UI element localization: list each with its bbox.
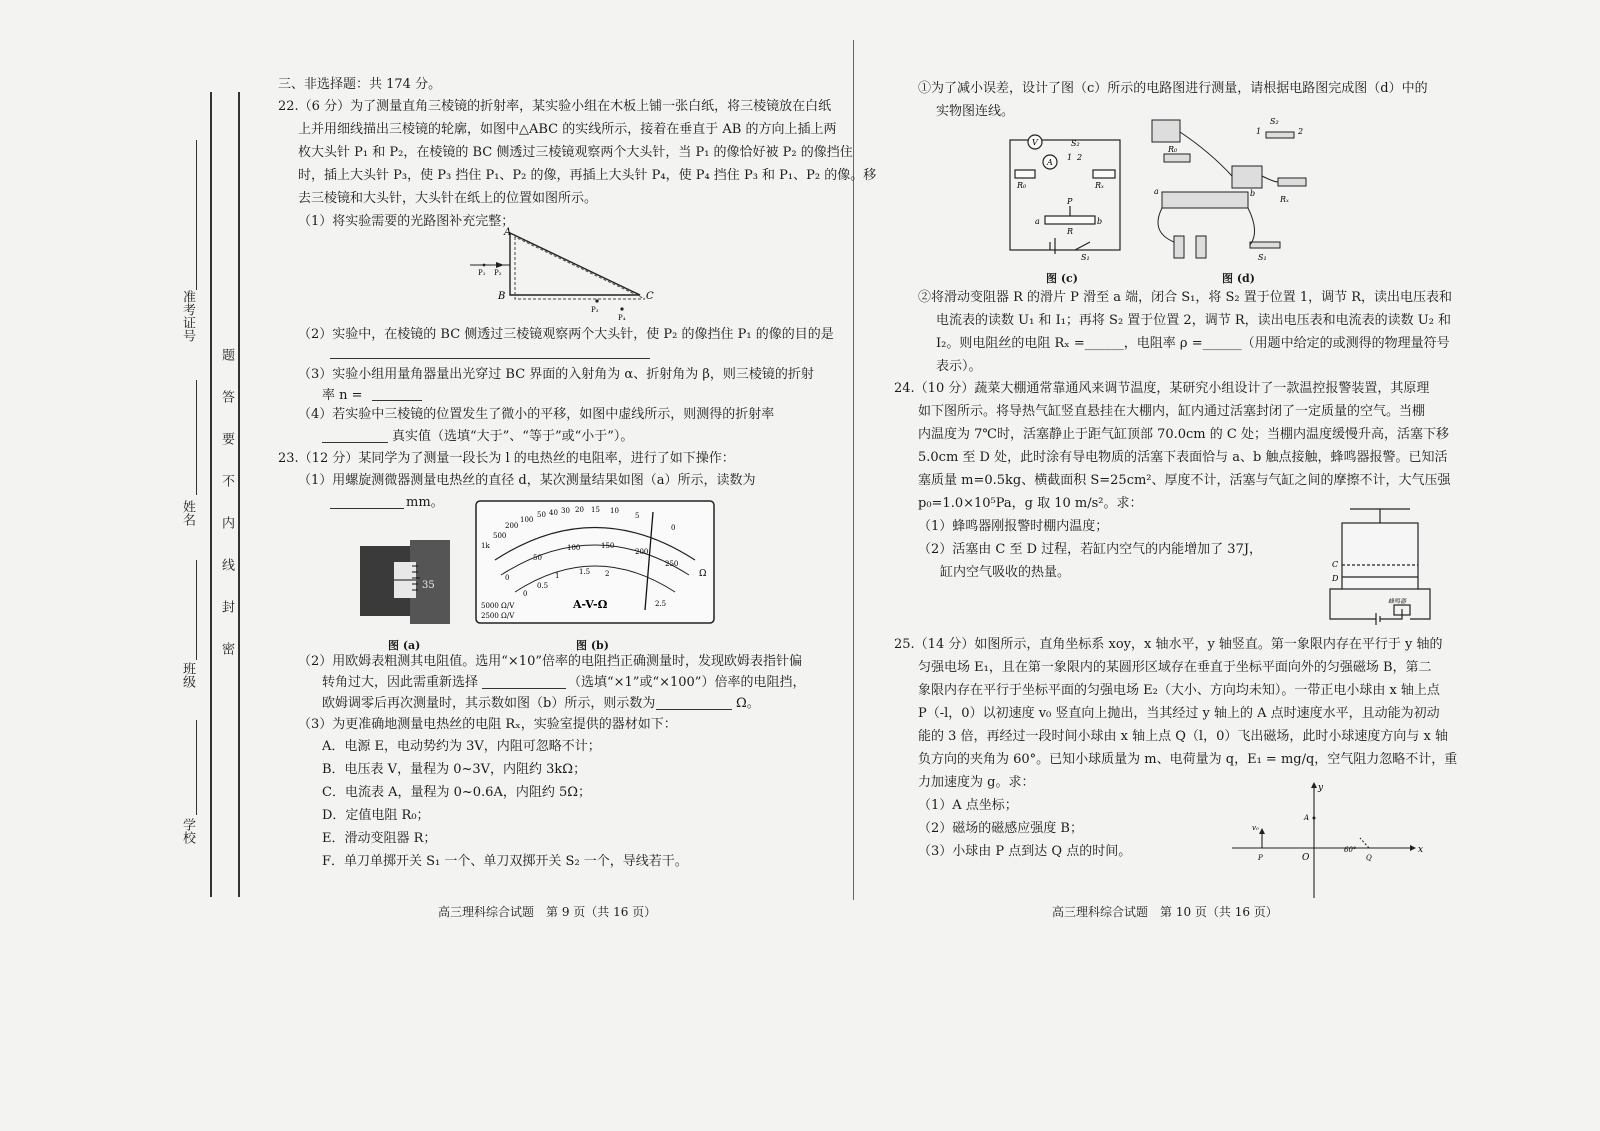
prism-label-p1: P₁	[478, 269, 486, 277]
q22-line-3: 枚大头针 P₁ 和 P₂，在棱镜的 BC 侧透过三棱镜观察两个大头针，当 P₁ 的像恰好被 P₂ 的像挡住	[298, 145, 853, 160]
q24-part-1: （1）蜂鸣器刚报警时棚内温度；	[918, 519, 1109, 534]
circuit-label-pb: b	[1097, 217, 1103, 226]
svg-text:0.5: 0.5	[537, 582, 549, 590]
class-blank	[196, 560, 197, 660]
q23-part-3: （3）为更准确地测量电热丝的电阻 Rₓ，实验室提供的器材如下：	[298, 717, 677, 732]
svg-text:150: 150	[601, 542, 615, 550]
q22-line-2: 上并用细线描出三棱镜的轮廓，如图中△ABC 的实线所示，接着在垂直于 AB 的方向上插上两	[298, 122, 837, 137]
q23-intro: 23.（12 分）某同学为了测量一段长为 l 的电热丝的电阻率，进行了如下操作：	[278, 451, 735, 466]
svg-text:100: 100	[520, 516, 534, 524]
fig-c-caption: 图 (c)	[1046, 272, 1078, 285]
svg-text:20: 20	[575, 506, 584, 514]
circuit-label-rx: Rₓ	[1095, 181, 1104, 190]
cylinder-figure	[1320, 505, 1440, 630]
q22-part-4-answer-blank[interactable]	[322, 442, 388, 443]
multimeter-figure	[475, 500, 715, 625]
wiring-label-b: b	[1250, 189, 1256, 198]
wiring-label-rx: Rₓ	[1280, 195, 1289, 204]
circuit-label-pa: a	[1035, 217, 1040, 226]
q23-part-2-answer-blank-1[interactable]	[482, 688, 566, 689]
svg-text:30: 30	[561, 507, 570, 515]
prism-label-p3: P₃	[591, 306, 599, 314]
svg-text:5: 5	[635, 512, 640, 520]
q22-line-4: 时，插上大头针 P₃，使 P₃ 挡住 P₁、P₂ 的像，再插上大头针 P₄，使 P₄ 挡住 P₃ 和 P₁、P₂ 的像。移	[298, 168, 877, 183]
binding-line-inner	[238, 92, 240, 897]
binding-line-outer	[210, 92, 212, 897]
q23-part-1-answer-blank[interactable]	[330, 508, 404, 509]
svg-text:100: 100	[567, 544, 581, 552]
exam-number-label: 准考证号	[180, 290, 195, 342]
q23-part-2-answer-blank-2[interactable]	[656, 709, 732, 710]
axis-label-angle: 60°	[1344, 846, 1357, 854]
svg-text:10: 10	[610, 507, 619, 515]
prism-label-c: C	[646, 291, 654, 302]
q23-part-2-line-1: （2）用欧姆表粗测其电阻值。选用“×10”倍率的电阻挡正确测量时，发现欧姆表指针偏	[298, 654, 802, 669]
c1-line-2: 实物图连线。	[936, 104, 1015, 119]
svg-text:40: 40	[549, 509, 558, 517]
svg-text:0: 0	[505, 574, 510, 582]
c2-line-4: 表示）。	[936, 359, 982, 374]
prism-label-a: A	[504, 227, 512, 238]
q23-part-1: （1）用螺旋测微器测量电热丝的直径 d，某次测量结果如图（a）所示，读数为	[298, 473, 756, 488]
svg-text:200: 200	[635, 548, 649, 556]
q24-line-5: 塞质量 m=0.5kg、横截面积 S=25cm²、厚度不计，活塞与气缸之间的摩擦不计，大气压强	[918, 473, 1451, 488]
wiring-label-s2: S₂	[1270, 117, 1279, 126]
axis-label-v0: v₀	[1252, 824, 1259, 832]
prism-label-b: B	[498, 291, 506, 302]
q25-line-5: 能的 3 倍，再经过一段时间小球由 x 轴上点 Q（l，0）飞出磁场，此时小球速度方向与 x 轴	[918, 729, 1448, 744]
micrometer-figure	[360, 540, 450, 630]
wiring-label-2: 2	[1298, 127, 1304, 136]
q25-line-6: 负方向的夹角为 60°。已知小球质量为 m、电荷量为 q，E₁ = mg/q，空气阻力忽略不计，重	[918, 752, 1458, 767]
svg-text:50: 50	[537, 511, 546, 519]
fig-a-caption: 图 (a)	[388, 639, 421, 652]
cylinder-label-buzzer: 蜂鸣器	[1388, 598, 1407, 605]
equipment-f: F．单刀单掷开关 S₁ 一个、单刀双掷开关 S₂ 一个，导线若干。	[322, 854, 688, 869]
svg-text:50: 50	[533, 554, 542, 562]
axis-label-x: x	[1418, 845, 1424, 855]
prism-figure	[460, 225, 700, 320]
svg-text:0: 0	[523, 590, 528, 598]
q22-part-3: （3）实验小组用量角器量出光穿过 BC 界面的入射角为 α、折射角为 β，则三棱镜的折射	[298, 367, 814, 382]
circuit-label-p: P	[1067, 197, 1073, 206]
prism-label-p4: P₄	[618, 314, 626, 322]
axes-figure	[1232, 780, 1432, 900]
c2-line-2: 电流表的读数 U₁ 和 I₁；再将 S₂ 置于位置 2，调节 R，读出电压表和电流表的读数 U₂ 和	[936, 313, 1452, 328]
c2-line-3: I₂。则电阻丝的电阻 Rₓ =______，电阻率 ρ =______（用题中给定的或测得的物理量符号	[936, 336, 1450, 351]
q25-line-7: 力加速度为 g。求：	[918, 775, 1035, 790]
svg-text:15: 15	[591, 506, 600, 514]
svg-text:2500 Ω/V: 2500 Ω/V	[481, 612, 515, 620]
micrometer-mark: 35	[422, 580, 435, 591]
svg-text:2: 2	[605, 570, 610, 578]
q23-part-2-line-3: 欧姆调零后再次测量时，其示数如图（b）所示，则示数为	[322, 696, 656, 711]
wiring-label-a: a	[1154, 187, 1159, 196]
multimeter-label: A-V-Ω	[573, 598, 608, 611]
axis-label-p: P	[1258, 854, 1263, 862]
name-label: 姓名	[180, 500, 195, 526]
circuit-label-v: V	[1032, 138, 1038, 147]
fig-d-caption: 图 (d)	[1222, 272, 1255, 285]
q22-part-3-n: 率 n =	[322, 388, 363, 403]
q25-line-3: 象限内存在平行于坐标平面的匀强电场 E₂（大小、方向均未知）。一带正电小球由 x 轴上点	[918, 683, 1440, 698]
q24-line-6: p₀=1.0×10⁵Pa，g 取 10 m/s²。求：	[918, 496, 1143, 511]
circuit-label-r0: R₀	[1017, 181, 1027, 190]
q25-line-4: P（-l，0）以初速度 v₀ 竖直向上抛出，当其经过 y 轴上的 A 点时速度水平，且动能为初动	[918, 706, 1440, 721]
prism-label-p2: P₂	[494, 269, 502, 277]
q22-part-2-answer-blank[interactable]	[330, 358, 650, 359]
right-footer: 高三理科综合试题 第 10 页（共 16 页）	[1052, 905, 1278, 919]
school-blank	[196, 720, 197, 815]
section-title: 三、非选择题：共 174 分。	[278, 77, 442, 92]
svg-text:5000 Ω/V: 5000 Ω/V	[481, 602, 515, 610]
q24-line-3: 内温度为 7℃时，活塞静止于距气缸顶部 70.0cm 的 C 处；当棚内温度缓慢升高，活塞下移	[918, 427, 1449, 442]
q25-part-3: （3）小球由 P 点到达 Q 点的时间。	[918, 844, 1132, 859]
name-blank	[196, 380, 197, 495]
circuit-label-a: A	[1047, 158, 1053, 167]
class-label: 班级	[180, 662, 195, 688]
circuit-label-s1: S₁	[1081, 253, 1090, 262]
q24-line-4: 5.0cm 至 D 处，此时涂有导电物质的活塞下表面恰与 a、b 触点接触，蜂鸣器报警。已知活	[918, 450, 1448, 465]
wiring-label-1: 1	[1256, 127, 1262, 136]
svg-text:Ω: Ω	[699, 569, 707, 579]
q22-part-2: （2）实验中，在棱镜的 BC 侧透过三棱镜观察两个大头针，使 P₂ 的像挡住 P₁ 的像的目的是	[298, 327, 834, 342]
axis-label-o: O	[1302, 853, 1310, 863]
svg-text:1.5: 1.5	[579, 568, 591, 576]
q22-line-5: 去三棱镜和大头针，大头针在纸上的位置如图所示。	[298, 191, 598, 206]
q23-part-1-unit: mm。	[406, 495, 444, 510]
q23-part-2-unit: Ω。	[736, 696, 760, 711]
circuit-label-r: R	[1067, 227, 1074, 236]
exam-number-blank	[196, 140, 197, 290]
fig-b-caption: 图 (b)	[576, 639, 609, 652]
q22-part-4: （4）若实验中三棱镜的位置发生了微小的平移，如图中虚线所示，则测得的折射率	[298, 407, 775, 422]
wiring-figure-d	[1140, 112, 1320, 270]
svg-text:0: 0	[671, 524, 676, 532]
wiring-label-r0: R₀	[1168, 145, 1178, 154]
equipment-c: C．电流表 A，量程为 0~0.6A，内阻约 5Ω；	[322, 785, 592, 800]
q24-line-1: 24.（10 分）蔬菜大棚通常靠通风来调节温度，某研究小组设计了一款温控报警装置，其原理	[894, 381, 1430, 396]
equipment-e: E．滑动变阻器 R；	[322, 831, 437, 846]
q22-part-3-answer-blank[interactable]	[372, 400, 422, 401]
school-label: 学校	[180, 818, 195, 844]
equipment-a: A．电源 E，电动势约为 3V，内阻可忽略不计；	[322, 739, 601, 754]
axis-label-y: y	[1318, 783, 1324, 793]
equipment-b: B．电压表 V，量程为 0~3V，内阻约 3kΩ；	[322, 762, 587, 777]
cylinder-label-c: C	[1332, 560, 1339, 569]
q24-part-2-line-1: （2）活塞由 C 至 D 过程，若缸内空气的内能增加了 37J，	[918, 542, 1263, 557]
c2-line-1: ②将滑动变阻器 R 的滑片 P 滑至 a 端，闭合 S₁，将 S₂ 置于位置 1，调节 R，读出电压表和	[918, 290, 1453, 305]
q25-line-2: 匀强电场 E₁，且在第一象限内的某圆形区域存在垂直于坐标平面向外的匀强磁场 B，第二	[918, 660, 1432, 675]
q24-line-2: 如下图所示。将导热气缸竖直悬挂在大棚内，缸内通过活塞封闭了一定质量的空气。当棚	[918, 404, 1426, 419]
q22-line-1: 22.（6 分）为了测量直角三棱镜的折射率，某实验小组在木板上铺一张白纸，将三棱镜放在白纸	[278, 99, 832, 114]
cylinder-label-d: D	[1332, 574, 1339, 583]
svg-text:1k: 1k	[481, 542, 490, 550]
svg-text:200: 200	[505, 522, 519, 530]
q24-part-2-line-2: 缸内空气吸收的热量。	[940, 565, 1071, 580]
q22-part-4-tail: 真实值（选填“大于”、“等于”或“小于”）。	[392, 429, 634, 444]
svg-text:1: 1	[555, 572, 560, 580]
axis-label-q: Q	[1366, 854, 1372, 862]
svg-text:250: 250	[665, 560, 679, 568]
circuit-label-1: 1	[1067, 153, 1073, 162]
q22-part-1: （1）将实验需要的光路图补充完整；	[298, 214, 515, 229]
q25-part-1: （1）A 点坐标；	[918, 798, 1018, 813]
q23-part-2-line-2: 转角过大，因此需重新选择	[322, 675, 479, 690]
svg-text:500: 500	[493, 532, 507, 540]
wiring-label-s1: S₁	[1258, 253, 1267, 262]
c1-line-1: ①为了减小误差，设计了图（c）所示的电路图进行测量，请根据电路图完成图（d）中的	[918, 81, 1428, 96]
axis-label-a: A	[1304, 814, 1310, 822]
q23-part-2-line-2b: （选填“×1”或“×100”）倍率的电阻挡，	[568, 675, 806, 690]
left-footer: 高三理科综合试题 第 9 页（共 16 页）	[438, 905, 657, 919]
svg-text:2.5: 2.5	[655, 600, 667, 608]
q25-line-1: 25.（14 分）如图所示，直角坐标系 xoy，x 轴水平，y 轴竖直。第一象限内存在平行于 y 轴的	[894, 637, 1443, 652]
equipment-d: D．定值电阻 R₀；	[322, 808, 430, 823]
circuit-diagram-c	[1005, 130, 1140, 265]
q25-part-2: （2）磁场的磁感应强度 B；	[918, 821, 1083, 836]
circuit-label-s2: S₂	[1071, 139, 1080, 148]
circuit-label-2: 2	[1077, 153, 1083, 162]
